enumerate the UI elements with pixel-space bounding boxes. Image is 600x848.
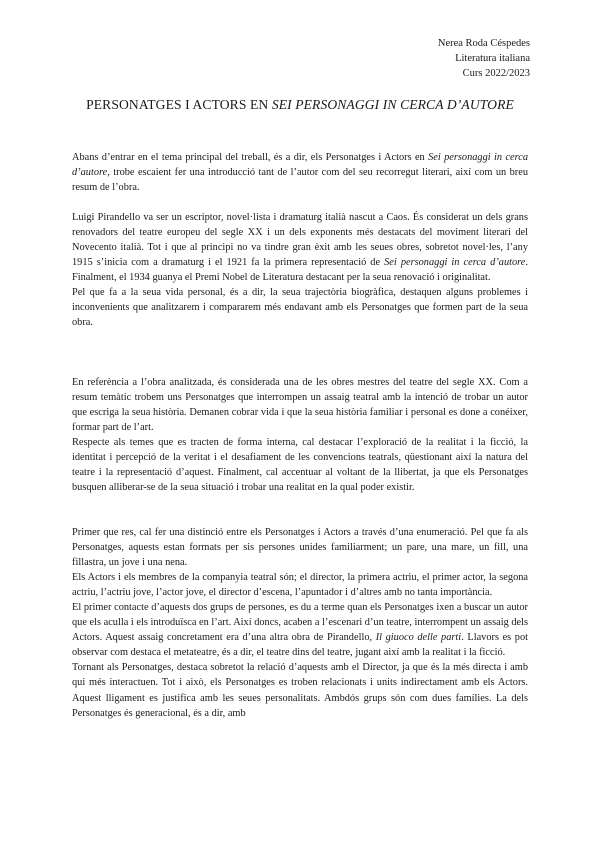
paragraph-themes: Respecte als temes que es tracten de forma interna, cal destacar l’exploració de la realitat i la ficció, la identitat i percepció de la veritat i el desafiament de les convencions teatrals, qüestionant així la natura del teatre i la representació d’aquest. Finalment, cal accentuar al voltant de la llibertat, ja que els Personatges busquen alliberar-se de la seua situació i trobar una realitat en la qual poder existir. (72, 437, 528, 494)
document-body-3 (72, 375, 528, 495)
paragraph-text: . Llavors es pot observar com destaca el metateatre, és a dir, el teatre dins del teatre, jugant així amb la realitat i la ficció. (72, 632, 529, 659)
work-title: Il giuoco delle parti (375, 632, 462, 644)
author-name: Nerea Roda Céspedes (437, 38, 530, 49)
paragraph-text: Luigi Pirandello va ser un escriptor, novel·lista i dramaturg italià nascut a Caos. És considerat un dels grans renovadors del teatre europeu del segle XX i un dels exponents més destacats del moviment literari del Novecento italià. Tot i que al principi no va tindre gran èxit amb les seues obres, sobretot novel·les, l’any 1915 s’inicia com a dramaturg i el 1921 fa la primera representació de (72, 212, 528, 269)
academic-year: Curs 2022/2023 (462, 68, 530, 79)
document-title (72, 96, 528, 113)
paragraph-text: El primer contacte d’aquests dos grups de persones, es du a terme quan els Personatges ixen a buscar un autor que els aculla i els introduïsca en l’art. Així doncs, acaben a l’escenari d’un teatre, interrompent un assaig dels Actors. Aquest assaig concretament era d’una altra obra de Pirandello, (72, 602, 528, 644)
paragraph-first-contact (72, 600, 528, 660)
work-title: Sei personaggi in cerca d’autore (72, 152, 529, 179)
document-body-2 (72, 210, 528, 330)
document-header (438, 36, 530, 81)
paragraph-text: , trobe escaient fer una introducció tant de l’autor com del seu recorregut literari, així com un breu resum de l’obra. (72, 167, 528, 194)
paragraph-actors: Els Actors i els membres de la companyia teatral són; el director, la primera actriu, el primer actor, la segona actriu, l’actriu jove, l’actor jove, el director d’escena, l’apuntador i d’altres amb no tanta importància. (72, 572, 528, 599)
course-name: Literatura italiana (455, 53, 530, 64)
document-body-4 (72, 525, 528, 721)
paragraph-characters: Primer que res, cal fer una distinció entre els Personatges i Actors a través d’una enumeració. Pel que fa als Personatges, aquests estan formats per sis persones unides familiarment; un pare, una mare, un fill, una fillastra, un jove i una nena. (72, 527, 528, 569)
paragraph-relationship: Tornant als Personatges, destaca sobretot la relació d’aquests amb el Director, ja que és la més directa i amb qui més interactuen. Tot i això, els Personatges es troben relacionats i units indirectament amb els Actors. Aquest lligament es justifica amb les seues personalitats. Ambdós grups són com dues famílies. La dels Personatges és generacional, és a dir, amb (72, 662, 528, 719)
title-italic: SEI PERSONAGGI IN CERCA D’AUTORE (271, 97, 514, 112)
paragraph-text: Abans d’entrar en el tema principal del treball, és a dir, els Personatges i Actors en (72, 152, 429, 163)
work-title: Sei personaggi in cerca d’autore (384, 257, 526, 269)
paragraph-intro (72, 150, 528, 195)
document-body-1 (72, 150, 528, 195)
paragraph-text: . Finalment, el 1934 guanya el Premi Nobel de Literatura destacant per la seua renovació i originalitat. (72, 257, 528, 284)
paragraph-author (72, 210, 528, 285)
paragraph-work-summary: En referència a l’obra analitzada, és considerada una de les obres mestres del teatre del segle XX. Com a resum temàtic trobem uns Personatges que interrompen un assaig teatral amb la intenció de trobar un autor que escriga la seua història. Demanen cobrar vida i que la seua història familiar i personal es done a conéixer, formar part de l’art. (72, 377, 528, 434)
title-prefix: PERSONATGES I ACTORS EN (86, 97, 272, 112)
paragraph-biography: Pel que fa a la seua vida personal, és a dir, la seua trajectòria biogràfica, destaquen alguns problemes i inconvenients que analitzarem i compararem més endavant amb els Personatges que formen part de la seua obra. (72, 287, 528, 329)
